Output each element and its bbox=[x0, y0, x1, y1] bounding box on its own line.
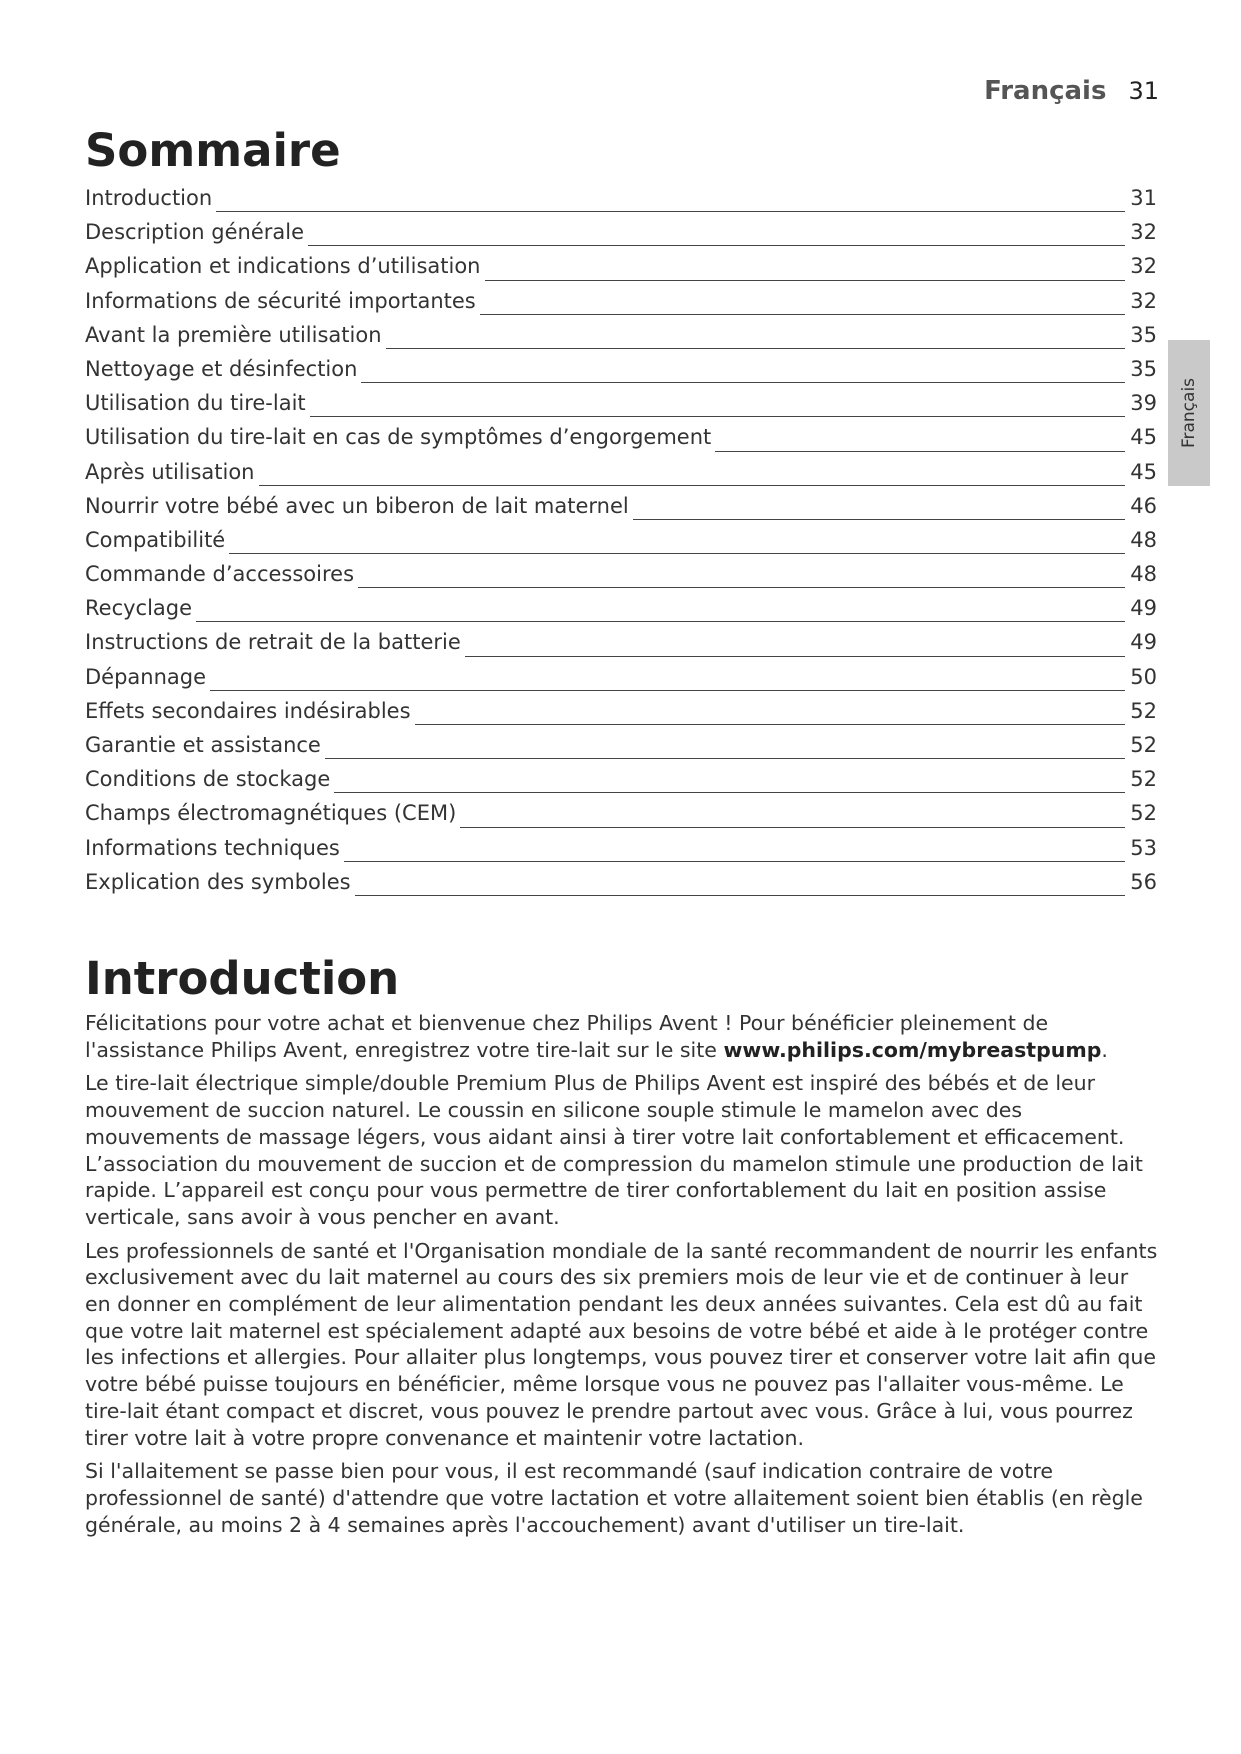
toc-entry-page: 35 bbox=[1130, 356, 1157, 381]
toc-leader-line bbox=[465, 655, 1125, 657]
toc-entry-page: 48 bbox=[1130, 562, 1157, 587]
toc-entry-page: 56 bbox=[1130, 869, 1157, 894]
intro-body bbox=[85, 1010, 1160, 1545]
toc-entry-label: Commande d’accessoires bbox=[85, 562, 355, 587]
toc-entry[interactable] bbox=[85, 254, 1157, 288]
toc-leader-line bbox=[415, 723, 1125, 725]
toc-leader-line bbox=[633, 518, 1125, 520]
intro-text-end: . bbox=[1101, 1037, 1108, 1062]
intro-text: Félicitations pour votre achat et bienvenue chez Philips Avent ! Pour bénéficier pleinement de l'assistance Philips Avent, enregistrez votre tire-lait sur le site bbox=[85, 1011, 1049, 1062]
intro-paragraph: Le tire-lait électrique simple/double Premium Plus de Philips Avent est inspiré des bébés et de leur mouvement de succion naturel. Le coussin en silicone souple stimule le mamelon avec des mouvements de massage légers, vous aidant ainsi à tirer votre lait confortablement et efficacement. L’association du mouvement de succion et de compression du mamelon stimule une production de lait rapide. L’appareil est conçu pour vous permettre de tirer confortablement du lait en position assise verticale, sans avoir à vous pencher en avant. bbox=[85, 1071, 1143, 1229]
side-tab-label: Français bbox=[1179, 377, 1200, 449]
toc-leader-line bbox=[310, 415, 1125, 417]
toc-entry-page: 53 bbox=[1130, 835, 1157, 860]
toc-entry-page: 35 bbox=[1130, 322, 1157, 347]
intro-title: Introduction bbox=[85, 952, 400, 1005]
toc-entry-label: Explication des symboles bbox=[85, 869, 351, 894]
header-language: Français bbox=[984, 76, 1107, 106]
toc-entry-label: Compatibilité bbox=[85, 527, 226, 552]
toc-entry-label: Informations de sécurité importantes bbox=[85, 288, 476, 313]
toc-entry-page: 46 bbox=[1130, 493, 1157, 518]
page-header bbox=[984, 76, 1159, 106]
toc-entry[interactable] bbox=[85, 323, 1157, 357]
toc-leader-line bbox=[196, 620, 1125, 622]
toc-entry-page: 39 bbox=[1130, 391, 1157, 416]
toc-entry[interactable] bbox=[85, 357, 1157, 391]
toc-entry-label: Champs électromagnétiques (CEM) bbox=[85, 801, 457, 826]
toc-entry[interactable] bbox=[85, 699, 1157, 733]
toc-entry-label: Utilisation du tire-lait bbox=[85, 391, 306, 416]
toc-leader-line bbox=[334, 791, 1125, 793]
toc-leader-line bbox=[216, 210, 1125, 212]
toc-leader-line bbox=[480, 313, 1125, 315]
toc-title: Sommaire bbox=[85, 124, 341, 177]
toc-entry[interactable] bbox=[85, 220, 1157, 254]
toc-entry-label: Utilisation du tire-lait en cas de symptômes d’engorgement bbox=[85, 425, 712, 450]
toc-entry[interactable] bbox=[85, 733, 1157, 767]
toc-leader-line bbox=[358, 586, 1125, 588]
toc-entry-page: 49 bbox=[1130, 630, 1157, 655]
toc-entry[interactable] bbox=[85, 494, 1157, 528]
toc-entry-label: Description générale bbox=[85, 220, 305, 245]
toc-entry-label: Conditions de stockage bbox=[85, 767, 331, 792]
page-number: 31 bbox=[1128, 77, 1159, 105]
toc-leader-line bbox=[715, 450, 1125, 452]
toc-leader-line bbox=[485, 279, 1126, 281]
intro-paragraph bbox=[85, 1010, 1160, 1063]
toc-leader-line bbox=[386, 347, 1125, 349]
toc-entry-page: 32 bbox=[1130, 220, 1157, 245]
toc-entry[interactable] bbox=[85, 801, 1157, 835]
toc-leader-line bbox=[460, 826, 1125, 828]
toc-entry[interactable] bbox=[85, 767, 1157, 801]
toc-entry[interactable] bbox=[85, 460, 1157, 494]
toc-entry[interactable] bbox=[85, 665, 1157, 699]
toc-entry-page: 52 bbox=[1130, 698, 1157, 723]
toc-leader-line bbox=[308, 244, 1125, 246]
toc-entry[interactable] bbox=[85, 562, 1157, 596]
toc-entry-label: Nourrir votre bébé avec un biberon de lait maternel bbox=[85, 493, 629, 518]
toc-entry[interactable] bbox=[85, 528, 1157, 562]
toc-entry-label: Application et indications d’utilisation bbox=[85, 254, 481, 279]
intro-paragraph: Les professionnels de santé et l'Organisation mondiale de la santé recommandent de nourrir les enfants exclusivement avec du lait maternel au cours des six premiers mois de leur vie et de continuer à leur en donner en complément de leur alimentation pendant les deux années suivantes. Cela est dû au fait que votre lait maternel est spécialement adapté aux besoins de votre bébé et aide à le protéger contre les infections et allergies. Pour allaiter plus longtemps, vous pouvez tirer et conserver votre lait afin que votre bébé puisse toujours en bénéficier, même lorsque vous ne pouvez pas l'allaiter vous-même. Le tire-lait étant compact et discret, vous pouvez le prendre partout avec vous. Grâce à lui, vous pourrez tirer votre lait à votre propre convenance et maintenir votre lactation. bbox=[85, 1238, 1158, 1450]
toc-entry-label: Nettoyage et désinfection bbox=[85, 356, 358, 381]
toc-entry-label: Effets secondaires indésirables bbox=[85, 698, 411, 723]
toc-leader-line bbox=[361, 381, 1125, 383]
toc-entry-page: 32 bbox=[1130, 254, 1157, 279]
toc-leader-line bbox=[325, 757, 1125, 759]
toc-entry-page: 49 bbox=[1130, 596, 1157, 621]
toc-entry-label: Recyclage bbox=[85, 596, 193, 621]
toc-entry[interactable] bbox=[85, 836, 1157, 870]
toc-entry-page: 52 bbox=[1130, 767, 1157, 792]
toc-entry[interactable] bbox=[85, 289, 1157, 323]
toc-entry-page: 52 bbox=[1130, 801, 1157, 826]
toc-entry-label: Introduction bbox=[85, 186, 213, 210]
toc-entry-page: 52 bbox=[1130, 733, 1157, 757]
toc-entry-label: Dépannage bbox=[85, 664, 207, 689]
toc-leader-line bbox=[344, 860, 1125, 862]
toc-leader-line bbox=[259, 484, 1126, 486]
toc-entry[interactable] bbox=[85, 425, 1157, 459]
toc-entry[interactable] bbox=[85, 391, 1157, 425]
toc-entry-label: Avant la première utilisation bbox=[85, 322, 382, 347]
toc-leader-line bbox=[355, 894, 1125, 896]
toc-entry-page: 45 bbox=[1130, 459, 1157, 484]
website-link[interactable]: www.philips.com/mybreastpump bbox=[723, 1037, 1102, 1062]
intro-paragraph: Si l'allaitement se passe bien pour vous, il est recommandé (sauf indication contraire de votre professionnel de santé) d'attendre que votre lactation et votre allaitement soient bien établis (en règle générale, au moins 2 à 4 semaines après l'accouchement) avant d'utiliser un tire-lait. bbox=[85, 1459, 1143, 1537]
toc-leader-line bbox=[210, 689, 1125, 691]
toc-entry[interactable] bbox=[85, 596, 1157, 630]
toc-entry-label: Informations techniques bbox=[85, 835, 340, 860]
language-side-tab bbox=[1168, 340, 1210, 486]
toc-entry-page: 45 bbox=[1130, 425, 1157, 450]
toc-entry[interactable] bbox=[85, 630, 1157, 664]
toc-entry[interactable] bbox=[85, 870, 1157, 904]
toc-entry-label: Garantie et assistance bbox=[85, 733, 321, 757]
table-of-contents bbox=[85, 186, 1157, 904]
toc-entry-page: 48 bbox=[1130, 527, 1157, 552]
toc-entry[interactable] bbox=[85, 186, 1157, 220]
toc-entry-page: 32 bbox=[1130, 288, 1157, 313]
toc-leader-line bbox=[229, 552, 1125, 554]
toc-entry-label: Instructions de retrait de la batterie bbox=[85, 630, 461, 655]
toc-entry-page: 31 bbox=[1130, 186, 1157, 210]
toc-entry-page: 50 bbox=[1130, 664, 1157, 689]
toc-entry-label: Après utilisation bbox=[85, 459, 255, 484]
